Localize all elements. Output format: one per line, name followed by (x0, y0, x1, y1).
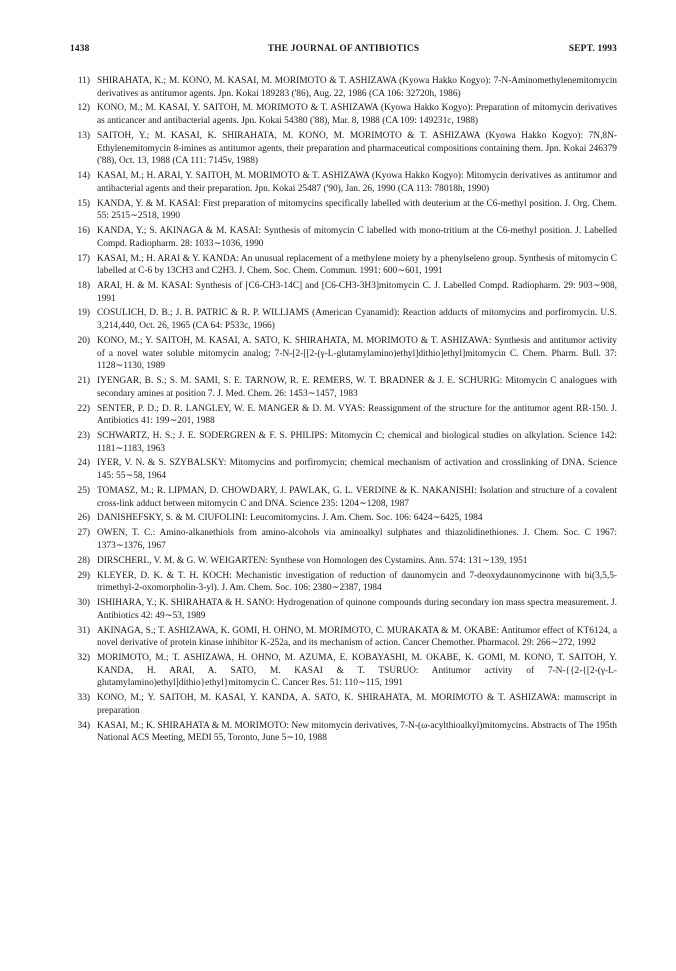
reference-text: KONO, M.; Y. SAITOH, M. KASAI, Y. KANDA, A. SATO, K. SHIRAHATA, M. MORIMOTO & T. ASHIZAWA: manuscript in preparation (97, 693, 617, 716)
reference-number: 21) (77, 376, 90, 387)
reference-item (70, 102, 617, 127)
reference-number: 22) (77, 403, 90, 414)
reference-text: TOMASZ, M.; R. LIPMAN, D. CHOWDARY, J. PAWLAK, G. L. VERDINE & K. NAKANISHI: Isolation and structure of a covalent cross-link adduct between mitomycin C and DNA. Science 235: 1204∼1208, 1987 (97, 485, 617, 509)
reference-number: 34) (77, 720, 90, 731)
issue-date: SEPT. 1993 (568, 44, 617, 54)
reference-item (70, 198, 617, 223)
reference-item (70, 527, 617, 552)
reference-item (70, 280, 617, 305)
reference-number: 15) (77, 198, 90, 209)
reference-item (70, 652, 617, 690)
reference-item (70, 430, 617, 455)
reference-text: KONO, M.; Y. SAITOH, M. KASAI, A. SATO, K. SHIRAHATA, M. MORIMOTO & T. ASHIZAWA: Synthesis and antitumor activity of a novel water soluble mitomycin analog; 7-N-[2-[[2-(γ-L-glutamylamino)ethyl]dithio]ethyl]mitomycin C. Chem. Pharm. Bull. 37: 1128∼1130, 1989 (97, 335, 617, 372)
reference-item (70, 692, 617, 717)
reference-number: 18) (77, 280, 90, 291)
reference-text: OWEN, T. C.: Amino-alkanethiols from amino-alcohols via aminoalkyl sulphates and thiazolidinethiones. J. Chem. Soc. C 1967: 1373∼1376, 1967 (97, 528, 617, 551)
reference-text: IYER, V. N. & S. SZYBALSKY: Mitomycins and porfiromycin; chemical mechanism of activation and crosslinking of DNA. Science 145: 55∼58, 1964 (97, 458, 617, 482)
reference-item (70, 403, 617, 428)
reference-number: 28) (77, 555, 90, 566)
reference-text: KLEYER, D. K. & T. H. KOCH: Mechanistic investigation of reduction of daunomycin and 7-deoxydaunomycinone with bi(3,5,5-trimethyl-2-oxomorpholin-3-yl). J. Am. Chem. Soc. 106: 2380∼2387, 1984 (97, 570, 617, 594)
reference-item (70, 253, 617, 278)
reference-text: KANDA, Y.; S. AKINAGA & M. KASAI: Synthesis of mitomycin C labelled with mono-tritium at the C6-methyl position. J. Labelled Compd. Radiopharm. 28: 1033∼1036, 1990 (97, 226, 617, 249)
reference-item (70, 457, 617, 482)
reference-number: 13) (77, 130, 90, 141)
reference-item (70, 597, 617, 622)
reference-item (70, 225, 617, 250)
reference-number: 19) (77, 308, 90, 319)
reference-text: SENTER, P. D.; D. R. LANGLEY, W. E. MANGER & D. M. VYAS: Reassignment of the structure for the antitumor agent RR-150. J. Antibiotics 41: 199∼201, 1988 (97, 403, 617, 427)
reference-text: SHIRAHATA, K.; M. KONO, M. KASAI, M. MORIMOTO & T. ASHIZAWA (Kyowa Hakko Kogyo): 7-N-Aminomethylenemitomycin derivatives as antitumor agents. Jpn. Kokai 189283 ('86), Aug. 22, 1986 (CA 106: 32720h, 1986) (97, 76, 617, 99)
reference-number: 26) (77, 513, 90, 524)
reference-item (70, 570, 617, 595)
reference-text: ARAI, H. & M. KASAI: Synthesis of [C6-CH3-14C] and [C6-CH3-3H3]mitomycin C. J. Labelled Compd. Radiopharm. 29: 903∼908, 1991 (97, 280, 617, 304)
reference-number: 14) (77, 171, 90, 182)
reference-item (70, 375, 617, 400)
reference-number: 20) (77, 335, 90, 346)
journal-title: THE JOURNAL OF ANTIBIOTICS (267, 44, 420, 54)
reference-number: 30) (77, 598, 90, 609)
reference-item (70, 512, 617, 525)
reference-item (70, 130, 617, 168)
reference-number: 31) (77, 625, 90, 636)
reference-item (70, 307, 617, 332)
reference-text: KASAI, M.; H. ARAI & Y. KANDA: An unusual replacement of a methylene moiety by a phenylseleno group. Synthesis of mitomycin C labelled at C-6 by 13CH3 and C2H3. J. Chem. Soc. Chem. Commun. 1991: 600∼601, 1991 (97, 253, 617, 277)
page-number: 1438 (70, 44, 90, 54)
reference-number: 29) (77, 570, 90, 581)
reference-text: KASAI, M.; H. ARAI, Y. SAITOH, M. MORIMOTO & T. ASHIZAWA (Kyowa Hakko Kogyo): Mitomycin derivatives as antitumor and antibacterial agents and their preparation. Jpn. Kokai 25487 ('90), Jan. 26, 1990 (CA 113: 78018h, 1990) (97, 171, 617, 194)
reference-number: 27) (77, 528, 90, 539)
reference-number: 24) (77, 458, 90, 469)
reference-text: AKINAGA, S.; T. ASHIZAWA, K. GOMI, H. OHNO, M. MORIMOTO, C. MURAKATA & M. OKABE: Antitumor effect of KT6124, a novel derivative of protein kinase inhibitor K-252a, and its mechanism of action. Cancer Chemother. Pharmacol. 29: 266∼272, 1992 (97, 625, 617, 649)
reference-text: KASAI, M.; K. SHIRAHATA & M. MORIMOTO: New mitomycin derivatives, 7-N-(ω-acylthioalkyl)mitomycins. Abstracts of The 195th National ACS Meeting, MEDI 55, Toronto, June 5∼10, 1988 (97, 720, 617, 744)
reference-item (70, 555, 617, 568)
reference-text: IYENGAR, B. S.; S. M. SAMI, S. E. TARNOW, R. E. REMERS, W. T. BRADNER & J. E. SCHURIG: Mitomycin C analogues with secondary amines at position 7. J. Med. Chem. 26: 1453∼1457, 1983 (97, 376, 617, 399)
reference-number: 23) (77, 431, 90, 441)
reference-text: DANISHEFSKY, S. & M. CIUFOLINI: Leucomitomycins. J. Am. Chem. Soc. 106: 6424∼6425, 1984 (97, 513, 483, 524)
reference-text: ISHIHARA, Y.; K. SHIRAHATA & H. SANO: Hydrogenation of quinone compounds during secondary ion mass spectra measurement. J. Antibiotics 42: 49∼53, 1989 (97, 598, 617, 621)
reference-number: 12) (77, 103, 90, 114)
reference-item (70, 75, 617, 100)
reference-item (70, 170, 617, 195)
reference-text: SCHWARTZ, H. S.; J. E. SODERGREN & F. S. PHILIPS: Mitomycin C; chemical and biological studies on alkylation. Science 142: 1181∼1183, 1963 (97, 431, 617, 454)
reference-text: KANDA, Y. & M. KASAI: First preparation of mitomycins specifically labelled with deuterium at the C6-methyl position. J. Org. Chem. 55: 2515∼2518, 1990 (97, 198, 617, 222)
reference-number: 33) (77, 693, 90, 704)
reference-item (70, 625, 617, 650)
reference-text: SAITOH, Y.; M. KASAI, K. SHIRAHATA, M. KONO, M. MORIMOTO & T. ASHIZAWA (Kyowa Hakko Kogyo): 7N,8N-Ethylenemitomycin 8-imines as antitumor agents, their preparation and pharmaceutical compositions containing them. Jpn. Kokai 246379 ('88), Oct. 13, 1988 (CA 111: 7145v, 1988) (97, 130, 617, 167)
page-header (70, 44, 617, 58)
reference-text: KONO, M.; M. KASAI, Y. SAITOH, M. MORIMOTO & T. ASHIZAWA (Kyowa Hakko Kogyo): Preparation of mitomycin derivatives as anticancer and antibacterial agents. Jpn. Kokai 54380 ('88), Mar. 8, 1988 (CA 109: 149231c, 1988) (97, 103, 617, 127)
reference-text: COSULICH, D. B.; J. B. PATRIC & R. P. WILLIAMS (American Cyanamid): Reaction adducts of mitomycins and porfiromycin. U.S. 3,214,440, Oct. 26, 1965 (CA 64: P533c, 1966) (97, 308, 617, 332)
reference-item (70, 335, 617, 373)
reference-number: 25) (77, 485, 90, 496)
reference-text: DIRSCHERL, V. M. & G. W. WEIGARTEN: Synthese von Homologen des Cystamins. Ann. 574: 131∼139, 1951 (97, 555, 528, 566)
reference-list (70, 75, 617, 747)
reference-item (70, 485, 617, 510)
reference-number: 17) (77, 253, 90, 264)
reference-number: 11) (77, 76, 90, 86)
reference-item (70, 720, 617, 745)
reference-number: 32) (77, 653, 90, 664)
reference-text: MORIMOTO, M.; T. ASHIZAWA, H. OHNO, M. AZUMA, E. KOBAYASHI, M. OKABE, K. GOMI, M. KONO, T. SAITOH, Y. KANDA, H. ARAI, A. SATO, M. KASAI & T. TSURUO: Antitumor activity of 7-N-{{2-{[2-(γ-L-glutamylamino)ethyl]dithio}ethyl}mitomycin C. Cancer Res. 51: 110∼115, 1991 (97, 653, 617, 689)
reference-number: 16) (77, 226, 90, 237)
